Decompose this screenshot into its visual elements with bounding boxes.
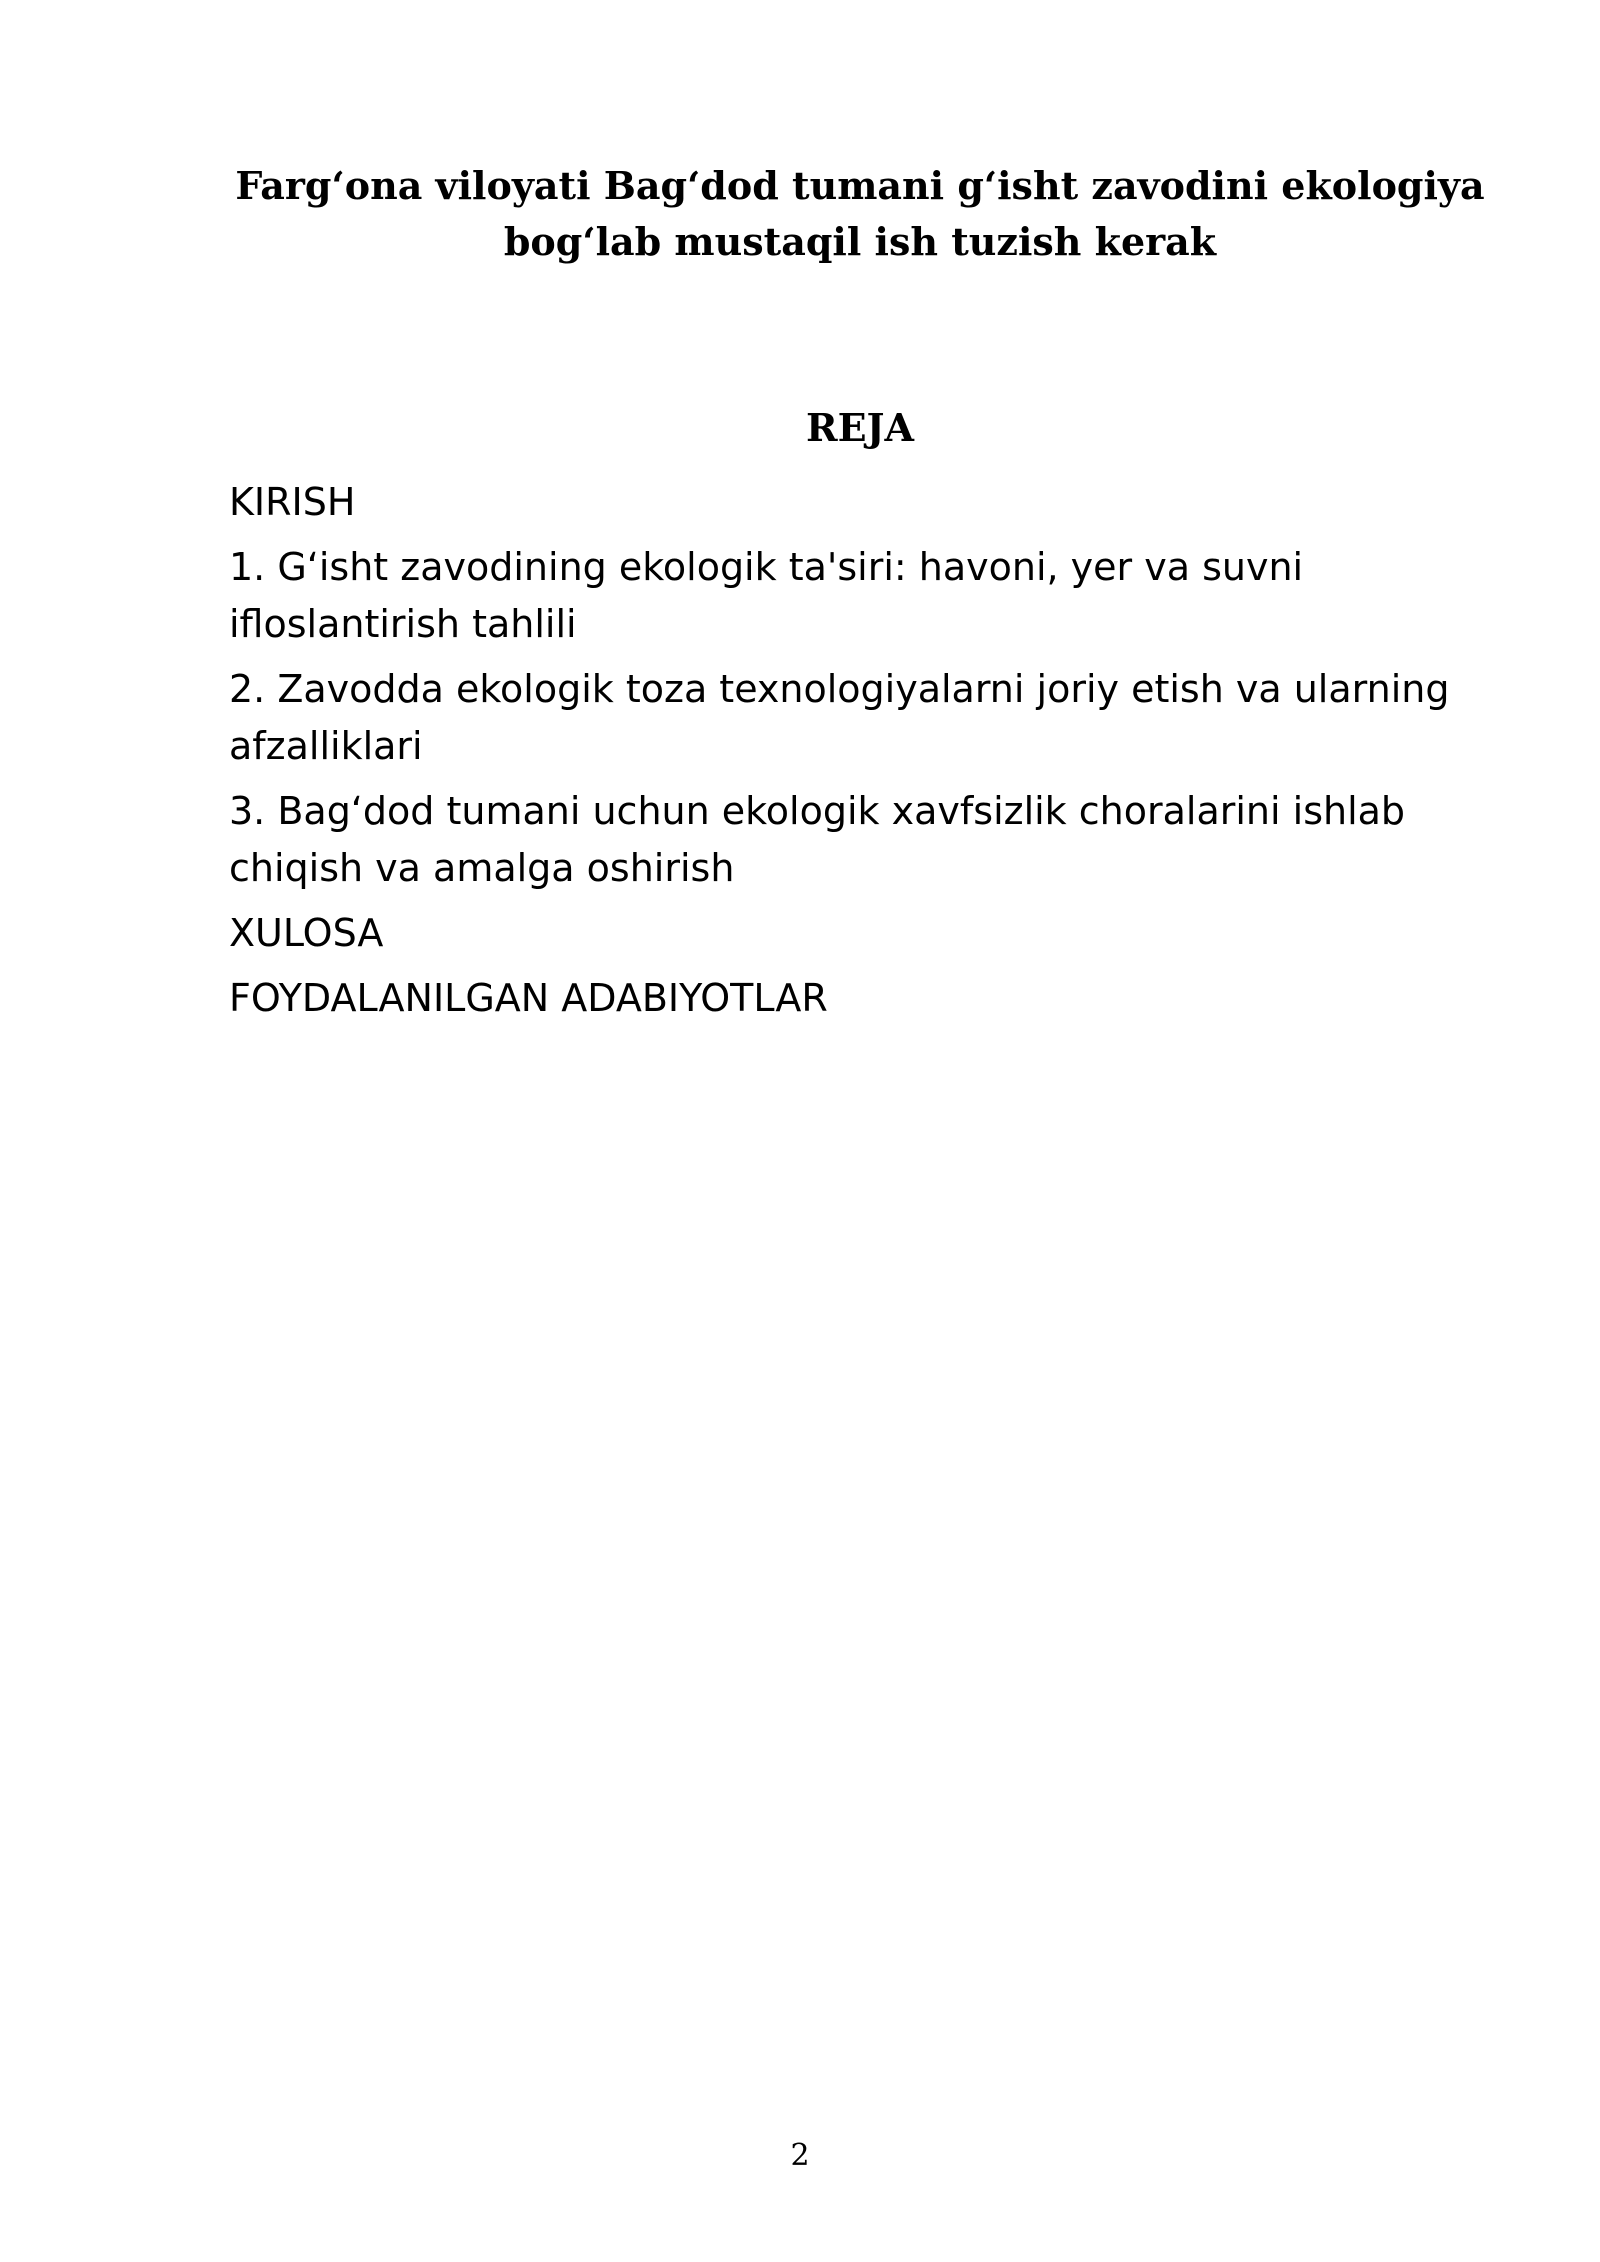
plan-item-conclusion: XULOSA [229,911,384,955]
plan-item-introduction: KIRISH [229,480,356,524]
page-number: 2 [790,2138,810,2173]
title-line-2: bog‘lab mustaqil ish tuzish kerak [503,219,1217,264]
plan-item-3: 3. Bag‘dod tumani uchun ekologik xavfsizlik choralarini ishlab chiqish va amalga oshirish [229,789,1406,890]
document-title [200,158,1520,270]
plan-item-2: 2. Zavodda ekologik toza texnologiyalarni joriy etish va ularning afzalliklari [229,667,1450,768]
title-line-1: Farg‘ona viloyati Bag‘dod tumani g‘isht zavodini ekologiya [235,163,1485,208]
plan-item-references: FOYDALANILGAN ADABIYOTLAR [229,976,828,1020]
plan-heading: REJA [805,405,914,450]
plan-item-1: 1. G‘isht zavodining ekologik ta'siri: havoni, yer va suvni ifloslantirish tahlili [229,545,1304,646]
plan-list [229,474,1499,1035]
